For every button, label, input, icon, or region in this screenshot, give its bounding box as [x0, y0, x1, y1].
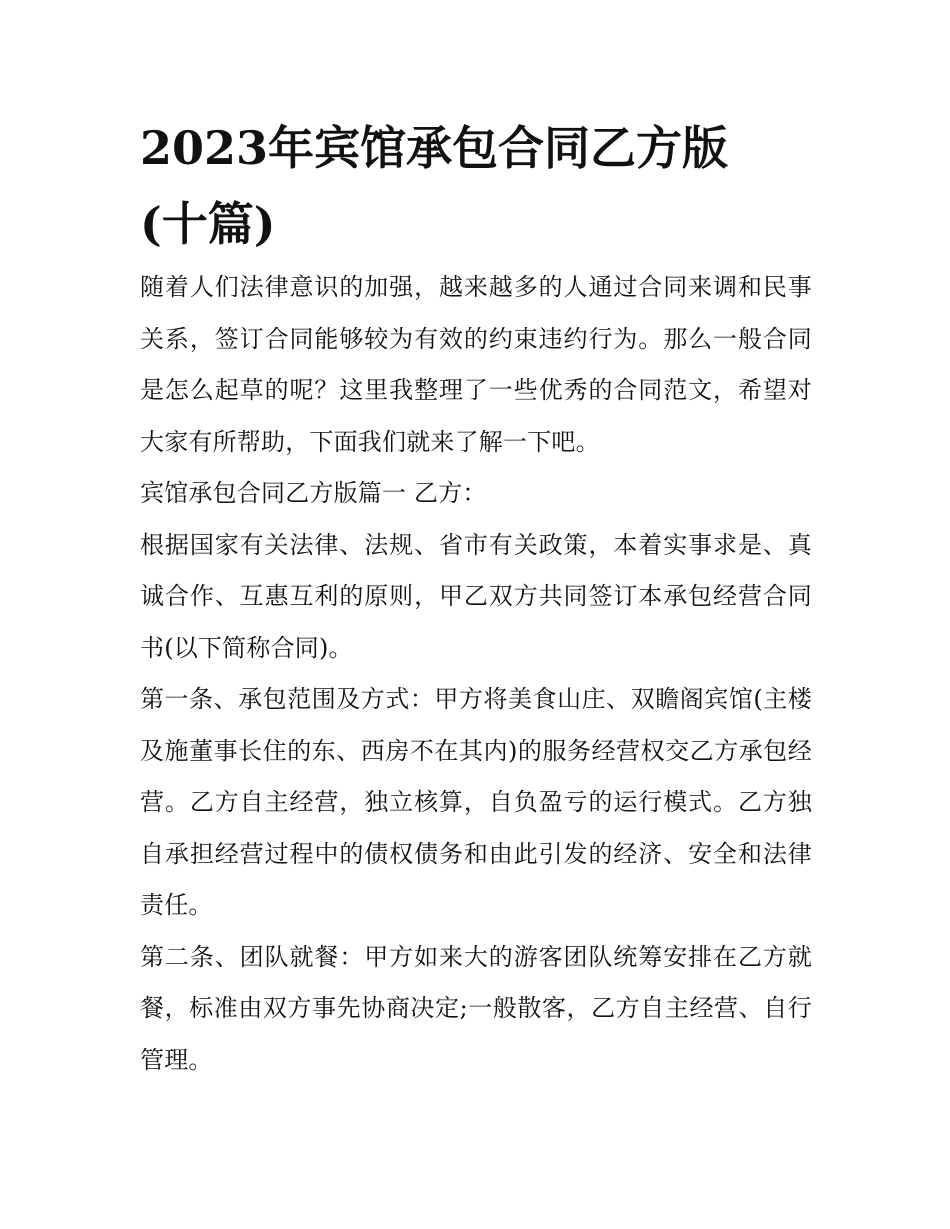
document-title	[140, 110, 812, 262]
article-1-paragraph: 第一条、承包范围及方式：甲方将美食山庄、双瞻阁宾馆(主楼及施董事长住的东、西房不在其内)的服务经营权交乙方承包经营。乙方自主经营，独立核算，自负盈亏的运行模式。乙方独自承担经营过程中的债权债务和由此引发的经济、安全和法律责任。	[140, 685, 812, 919]
title-line-1: 2023年宾馆承包合同乙方版	[140, 121, 729, 175]
preamble-paragraph: 根据国家有关法律、法规、省市有关政策，本着实事求是、真诚合作、互惠互利的原则，甲乙双方共同签订本承包经营合同书(以下简称合同)。	[140, 530, 812, 662]
section-heading-party-b: 宾馆承包合同乙方版篇一 乙方：	[140, 479, 487, 507]
title-line-2: (十篇)	[140, 197, 276, 251]
article-2-paragraph: 第二条、团队就餐：甲方如来大的游客团队统筹安排在乙方就餐，标准由双方事先协商决定;一般散客，乙方自主经营、自行管理。	[140, 942, 812, 1074]
intro-paragraph: 随着人们法律意识的加强，越来越多的人通过合同来调和民事关系，签订合同能够较为有效的约束违约行为。那么一般合同是怎么起草的呢？这里我整理了一些优秀的合同范文，希望对大家有所帮助，下面我们就来了解一下吧。	[140, 273, 812, 456]
document-body	[140, 110, 812, 1086]
